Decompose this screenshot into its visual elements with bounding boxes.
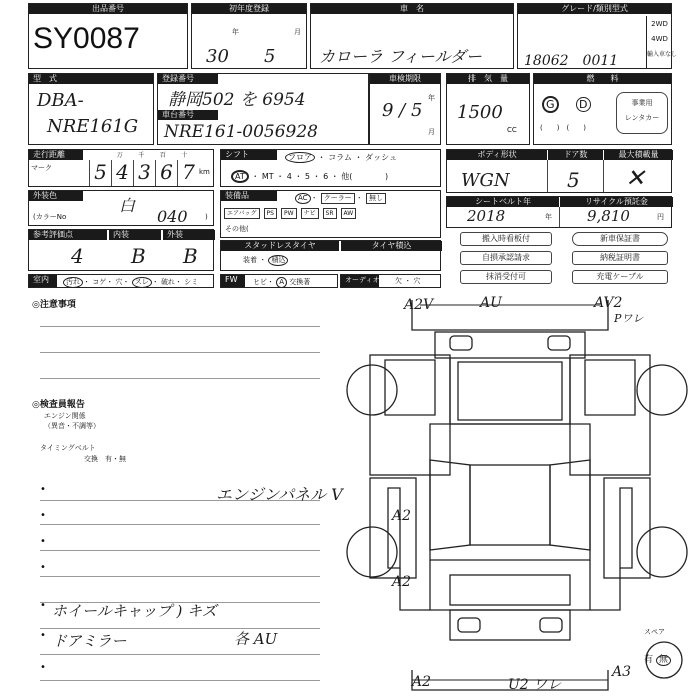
audio-missing: 欠	[395, 277, 402, 285]
color-close: )	[205, 213, 208, 221]
tire-box: スタッドレスタイヤ タイヤ積込 装着 ・ 積込	[220, 240, 441, 271]
seatbelt-recycle-box	[446, 196, 672, 228]
capacity-label: 最大積載量	[603, 150, 673, 160]
mark-top-right-sub: Pワレ	[614, 312, 644, 325]
int-tear: 破れ	[160, 278, 175, 286]
equip-navi: ナビ	[301, 208, 319, 219]
doc-signboard: 搬入時看板付	[460, 232, 552, 246]
grade-value: 18062 0011	[524, 53, 619, 69]
int-dirt: 汚れ	[63, 277, 83, 288]
shift-box: シフト フロア ・ コラム ・ ダッシュ AT ・ MT ・ 4 ・ 5 ・ 6 ・ 他( )	[220, 149, 441, 187]
mark-bottom-right: A3	[612, 664, 632, 680]
report-handwriting-3b: 各 AU	[234, 630, 278, 648]
km-unit: km	[199, 168, 210, 176]
documents-box	[446, 230, 672, 286]
equip-sr: SR	[323, 208, 337, 219]
shift-6: 6	[323, 172, 329, 181]
doc-charge-cable: 充電ケーブル	[572, 270, 668, 284]
equip-pw: PW	[281, 208, 297, 219]
scale-100: 百	[159, 152, 166, 159]
fw-crack: ヒビ	[253, 278, 267, 286]
recycle-unit: 円	[657, 213, 664, 221]
equipment-label: 装備品	[221, 191, 277, 201]
displacement-value: 1500	[457, 102, 503, 123]
color-code: 040	[157, 207, 188, 226]
car-diagram	[340, 300, 700, 700]
insp-month-unit: 月	[428, 128, 435, 136]
digit-3: 3	[133, 160, 155, 186]
equip-cooler: クーラー	[321, 193, 355, 204]
seatbelt-unit: 年	[545, 213, 552, 221]
usage-rental: レンタカー	[624, 114, 660, 122]
int-burn: コゲ	[92, 278, 107, 286]
digit-1: 5	[89, 160, 111, 186]
mileage-label: 走行距離	[29, 150, 83, 160]
inspection-box	[369, 73, 441, 145]
audio-hole: 穴	[413, 277, 421, 285]
interior-label: 室内	[29, 275, 57, 287]
spare-label: スペア	[644, 628, 665, 636]
score-in-label: 内装	[109, 230, 161, 240]
scale-10000: 万	[116, 152, 123, 159]
mark-bottom-left: A2	[412, 674, 432, 690]
timing-label: タイミングベルト	[40, 444, 96, 452]
car-name-value: カローラ フィールダー	[319, 47, 482, 66]
interior-box: 室内 汚れ ・ コゲ・ 穴・ スレ ・ 破れ・ シミ	[28, 274, 214, 288]
doc-self-damage: 自損承認請求	[460, 251, 552, 265]
studless-label: スタッドレスタイヤ	[221, 241, 339, 251]
doors-value: 5	[567, 168, 580, 192]
shift-other: 他(	[341, 172, 353, 181]
grade-box	[517, 3, 678, 69]
timing-sub: 交換 有・無	[84, 455, 126, 463]
int-stain: シミ	[184, 278, 199, 286]
digit-4: 6	[155, 160, 177, 186]
equipment-box: 装備品 AC ・ クーラー ・ 無し エアバッグ PS PW ナビ SR AW その他(	[220, 190, 441, 238]
grade-label: グレード/類別型式	[518, 4, 671, 14]
mileage-digits	[89, 160, 199, 186]
audio-label: オーディオ	[341, 275, 379, 287]
first-reg-label: 初年度登録	[192, 4, 306, 14]
shift-mt: MT	[261, 172, 274, 181]
cc-unit: CC	[507, 126, 517, 134]
int-scuff: スレ	[132, 277, 152, 288]
notes-heading: ◎注意事項	[32, 300, 76, 310]
grade-4wd: 4WD	[651, 35, 668, 43]
tire-load-label: タイヤ積込	[341, 241, 442, 251]
grade-2wd: 2WD	[651, 20, 668, 28]
scale-1000: 千	[138, 152, 145, 159]
fw-label: FW	[221, 275, 245, 287]
score-ref-label: 参考評価点	[29, 230, 107, 240]
month-unit: 月	[294, 28, 301, 36]
first-reg-month: 5	[264, 46, 276, 67]
model-value-1: DBA-	[37, 90, 84, 111]
inspection-value: 9 / 5	[382, 100, 423, 121]
model-label: 型 式	[29, 74, 153, 84]
grade-import: 輸入車なし	[647, 51, 678, 58]
fw-box: FW ヒビ・ A 交換著	[220, 274, 338, 288]
mark-left-mid: A2	[392, 508, 412, 524]
model-box	[28, 73, 154, 145]
capacity-value: ✕	[625, 164, 646, 192]
engine-label: エンジン関係	[44, 412, 86, 420]
fuel-sub: ( ) ( )	[540, 124, 586, 132]
displacement-box	[446, 73, 530, 145]
doc-warranty: 新車保証書	[572, 232, 668, 246]
body-label: ボディ形状	[447, 150, 547, 160]
mark-top-right: AV2	[594, 295, 623, 311]
shift-other-close: )	[384, 172, 389, 181]
digit-5: 7	[177, 160, 199, 186]
usage-box	[616, 92, 668, 134]
audio-box: オーディオ 欠 ・ 穴	[340, 274, 441, 288]
mark-left-low: A2	[392, 574, 412, 590]
score-out-value: B	[183, 244, 198, 268]
car-name-box	[310, 3, 514, 69]
shift-5: 5	[304, 172, 311, 181]
body-doors-box	[446, 149, 672, 193]
equip-airbag: エアバッグ	[224, 208, 260, 219]
report-handwriting-3: ドアミラー	[52, 632, 127, 650]
equip-ps: PS	[264, 208, 277, 219]
studless-fitted: 装着	[243, 256, 257, 264]
chassis-label: 車台番号	[158, 110, 218, 120]
score-in-value: B	[131, 244, 146, 268]
first-reg-year: 30	[206, 46, 229, 67]
equip-none: 無し	[366, 193, 386, 204]
seatbelt-label: シートベルト年	[447, 197, 559, 207]
color-box	[28, 190, 214, 226]
shift-column: コラム	[328, 153, 353, 162]
score-out-label: 外装	[163, 230, 215, 240]
doors-label: ドア数	[547, 150, 603, 160]
engine-sub: （異音・不調等）	[44, 422, 100, 430]
doc-tax-cert: 納税証明書	[572, 251, 668, 265]
equip-aw: AW	[341, 208, 357, 219]
equip-other: その他(	[225, 225, 249, 233]
usage-business: 事業用	[631, 99, 653, 107]
mileage-box	[28, 149, 214, 187]
studless-loaded: 積込	[268, 255, 288, 266]
score-ref-value: 4	[71, 244, 84, 268]
model-value-2: NRE161G	[47, 116, 139, 137]
chassis-value: NRE161-0056928	[164, 122, 318, 142]
reg-number-value: 静岡502 を 6954	[168, 90, 306, 110]
fuel-diesel: D	[576, 97, 590, 112]
recycle-label: リサイクル預託金	[559, 197, 673, 207]
fuel-box	[533, 73, 672, 145]
spare-no: 無	[656, 655, 671, 666]
color-value: 白	[119, 196, 136, 215]
lot-value: SY0087	[33, 22, 140, 55]
doc-deregistration: 抹消受付可	[460, 270, 552, 284]
shift-at: AT	[231, 170, 249, 183]
shift-floor: フロア	[285, 152, 315, 163]
mileage-mark: マーク	[31, 164, 52, 172]
fuel-label: 燃 料	[534, 74, 671, 84]
first-registration-box	[191, 3, 307, 69]
registration-box	[157, 73, 369, 145]
int-hole: 穴	[115, 278, 123, 286]
color-no-label: (カラーNo	[33, 213, 67, 221]
mark-bottom-center: U2 ワレ	[508, 677, 562, 693]
report-handwriting-2: ホイールキャップ ) キズ	[52, 602, 217, 620]
spare-yes: 有	[644, 655, 654, 665]
insp-year-unit: 年	[428, 94, 435, 102]
fuel-gasoline: G	[542, 96, 559, 113]
report-handwriting-1: エンジンパネル V	[216, 485, 343, 504]
lot-label: 出品番号	[29, 4, 187, 14]
lot-number-box	[28, 3, 188, 69]
car-name-label: 車 名	[311, 4, 513, 14]
displacement-label: 排 気 量	[447, 74, 529, 84]
digit-2: 4	[111, 160, 133, 186]
reg-number-label: 登録番号	[158, 74, 218, 84]
scale-10: 十	[181, 152, 188, 159]
mark-top-left: A2V	[404, 297, 434, 313]
seatbelt-value: 2018	[467, 207, 506, 225]
fw-a: A	[276, 277, 287, 288]
year-unit: 年	[232, 28, 239, 36]
body-value: WGN	[461, 170, 510, 191]
shift-4: 4	[286, 172, 292, 181]
fw-replaced: 交換著	[289, 278, 311, 286]
shift-label: シフト	[221, 150, 277, 160]
shift-dash: ダッシュ	[365, 153, 397, 162]
report-heading: ◎検査員報告	[32, 400, 85, 410]
color-label: 外装色	[29, 191, 83, 201]
scores-box	[28, 229, 214, 271]
mark-top-center: AU	[480, 295, 502, 311]
inspection-label: 車検期限	[370, 74, 440, 84]
recycle-value: 9,810	[587, 207, 630, 225]
equip-ac: AC	[295, 193, 311, 204]
